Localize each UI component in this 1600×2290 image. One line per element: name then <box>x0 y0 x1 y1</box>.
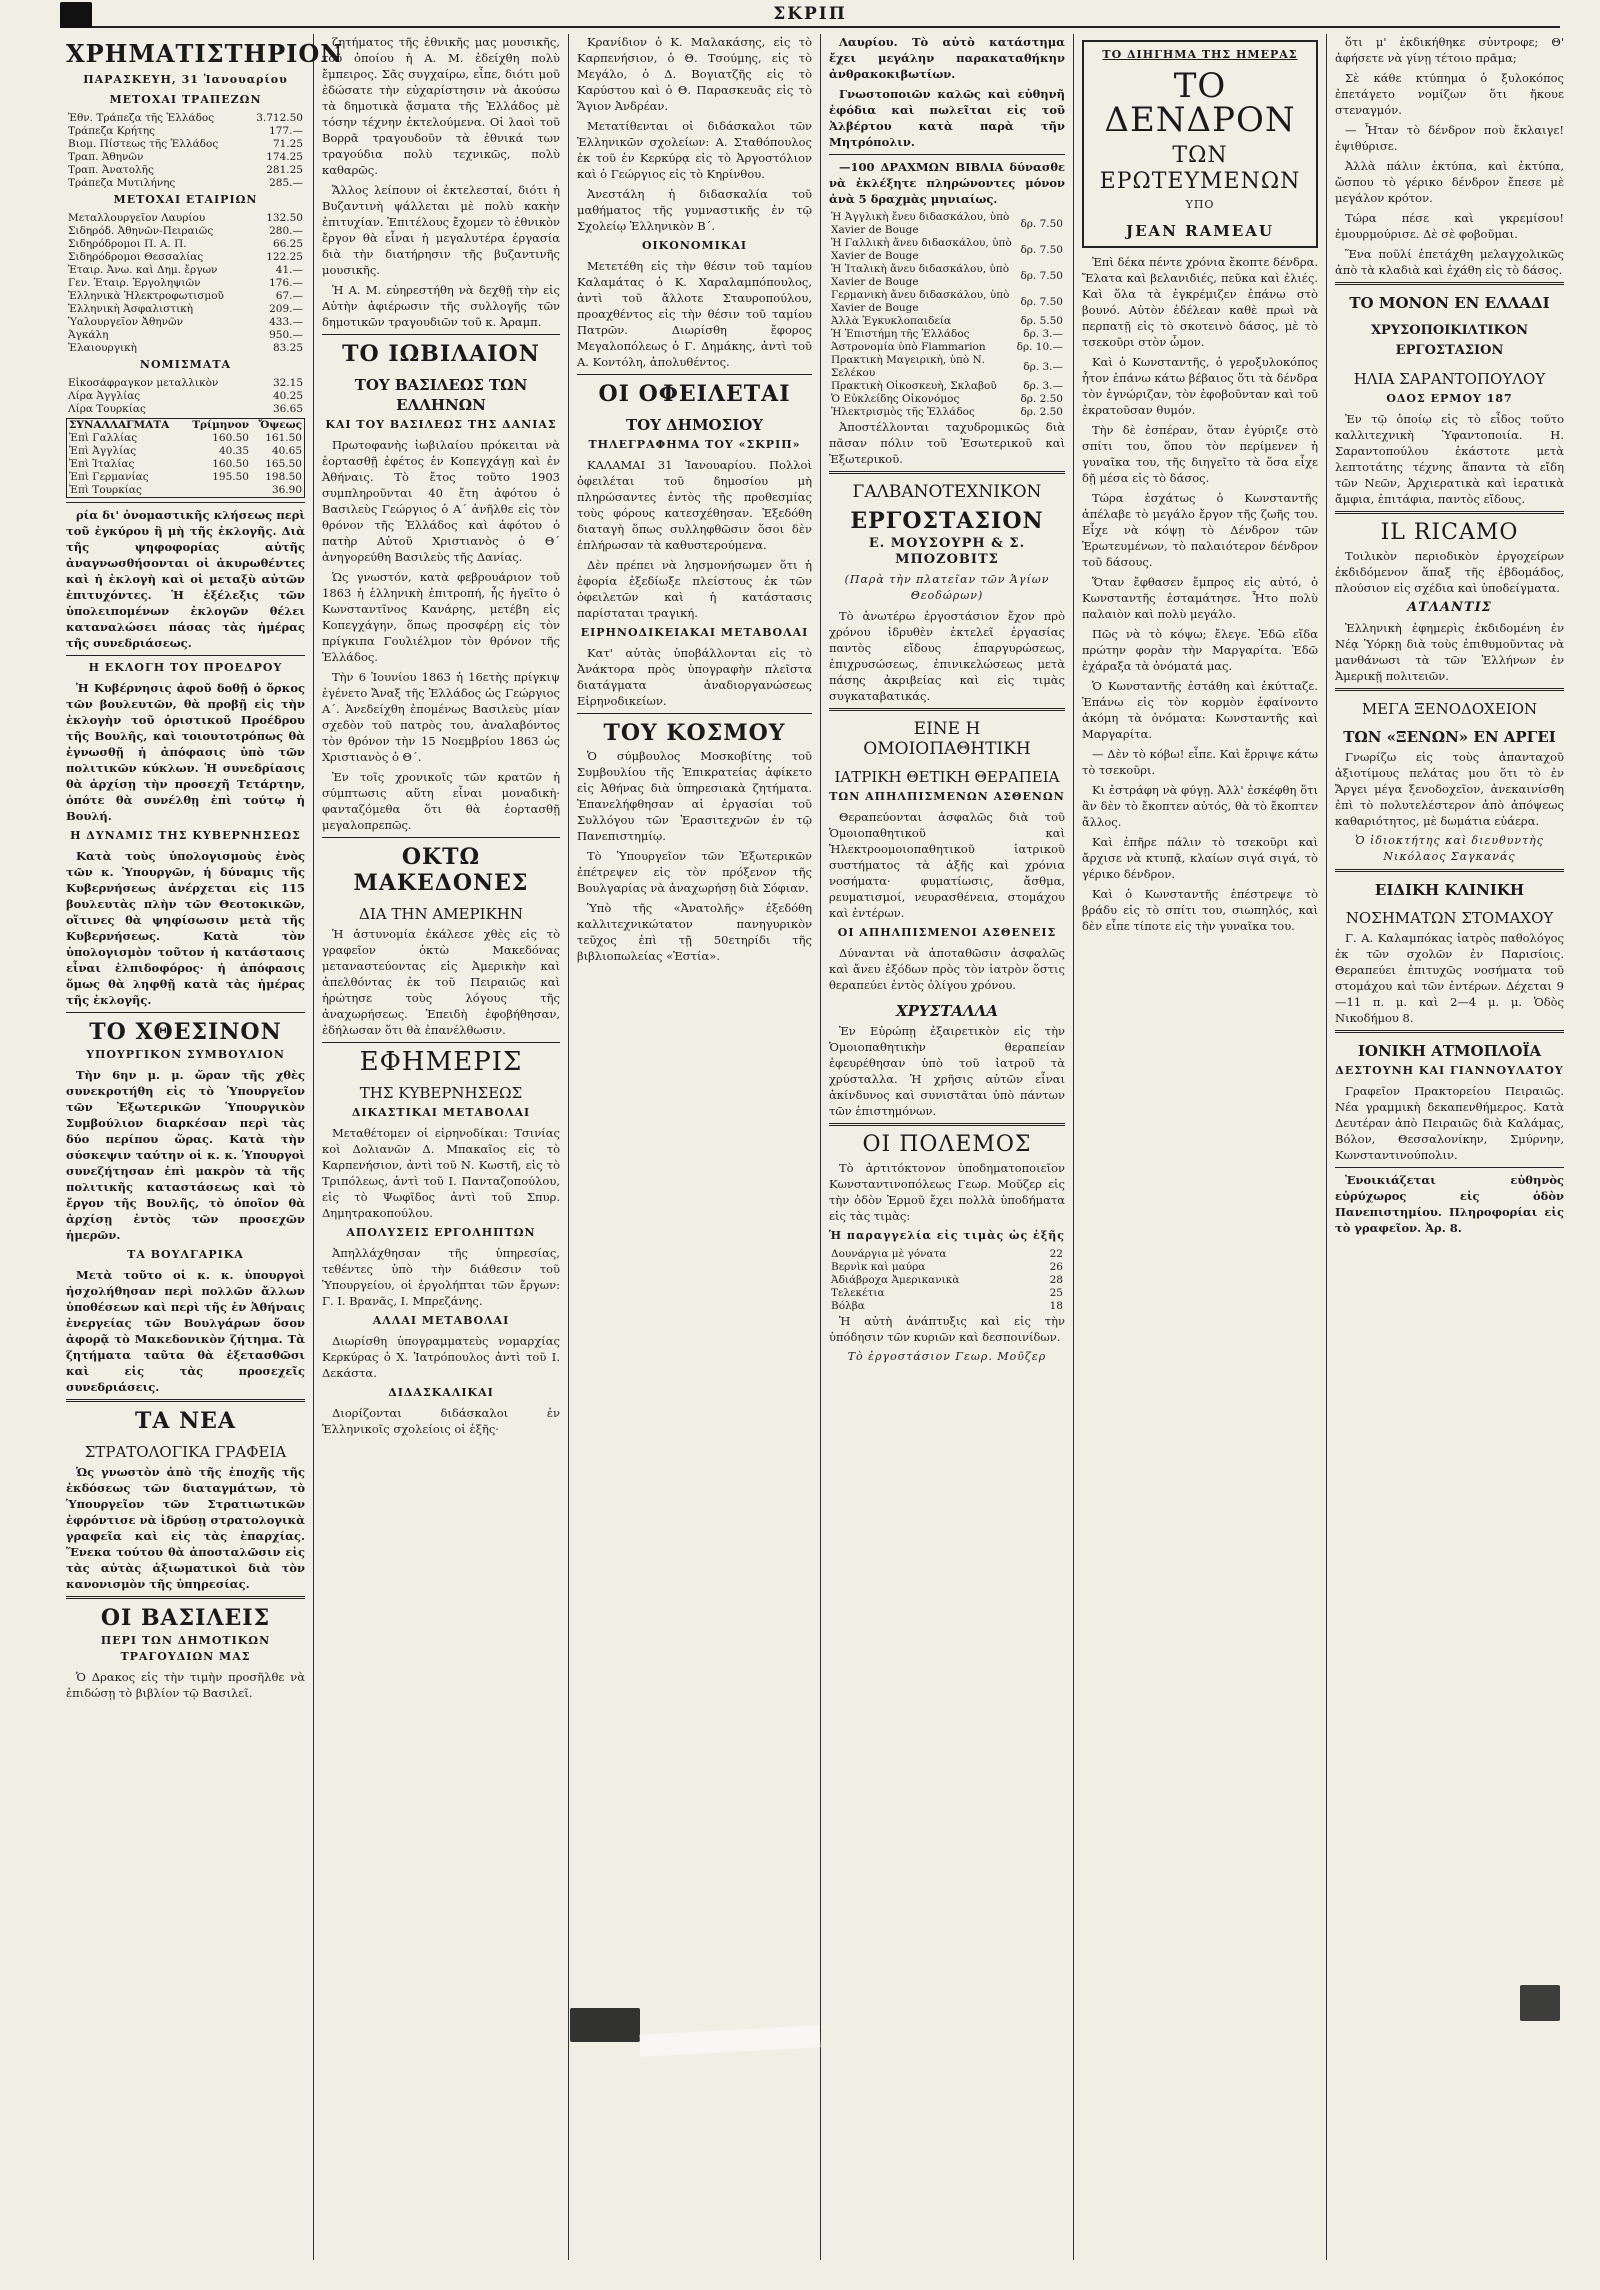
story-title-box <box>1082 40 1318 248</box>
divider <box>1335 1030 1564 1033</box>
table-row: Βόλβα 18 <box>831 1300 1063 1312</box>
article-text: Ὁ σύμβουλος Μοσκοβίτης τοῦ Συμβουλίου τῆς Ἐπικρατείας ἀφίκετο εἰς Ἀθήνας διὰ ὑπηρεσιακὰ ζητήματα. Ἐπανελήφθησαν αἱ ἐργασίαι τοῦ Συλλόγου τῶν Ἐρασιτεχνῶν ἐν τῷ Πανεπιστημίῳ. <box>577 749 812 843</box>
ad-subheadline: Ἡ παραγγελία εἰς τιμὰς ὡς ἑξῆς <box>829 1229 1065 1242</box>
article-text: Ἀλλὰ πάλιν ἐκτύπα, καὶ ἐκτύπα, ὥσπου τὸ γέρικο δένδρον ἔπεσε μὲ μεγάλον κρότον. <box>1335 159 1564 205</box>
article-headline: ΕΙΡΗΝΟΔΙΚΕΙΑΚΑΙ ΜΕΤΑΒΟΛΑΙ <box>580 626 809 639</box>
article-subheadline: ΥΠΟΥΡΓΙΚΟΝ ΣΥΜΒΟΥΛΙΟΝ <box>86 1048 285 1061</box>
article-headline: ΤΟ ΙΩΒΙΛΑΙΟΝ <box>342 341 540 367</box>
article-subheadline: ΚΑΙ ΤΟΥ ΒΑΣΙΛΕΩΣ ΤΗΣ ΔΑΝΙΑΣ <box>325 418 557 431</box>
divider <box>577 713 812 714</box>
article-text: Ἐπὶ δέκα πέντε χρόνια ἔκοπτε δένδρα. Ἔλατα καὶ βελανιδιές, πεῦκα καὶ ἐλιές. Καὶ ὅλα τὰ ἐγκρέμιζεν ἐπάνω στὸ βουνό. Αὐτὸν ἐδέλεαν καθὲ πρωὶ νὰ περπατῇ εἰς τὸ σκοτεινὸ δάσος, μὲ τὸ τσεκοῦρι στὸν ὦμον. <box>1082 255 1318 349</box>
article-text: Τώρα ἐσχάτως ὁ Κωνσταντῆς ἀπέλαβε τὸ μεγάλο ἔργον τῆς ζωῆς του. Εἶχε νὰ κόψῃ τὸ Δένδρον τῶν Ἐρωτευμένων, τὸ παλαιότερον δένδρον τοῦ δάσους. <box>1082 491 1318 569</box>
divider <box>66 1012 305 1013</box>
article-text: Διορίζονται διδάσκαλοι ἐν Ἑλληνικοῖς σχολείοις οἱ ἑξῆς· <box>322 1406 560 1436</box>
exchange-rates-box <box>66 418 305 498</box>
books-ad-intro: —100 ΔΡΑΧΜΩΝ ΒΙΒΛΙΑ δύνασθε νὰ ἐκλέξητε πληρώνοντες μόνον ἀνὰ 5 δραχμὰς μηνιαίως. <box>829 160 1065 206</box>
ad-headline: ΤΟ ΜΟΝΟΝ ΕΝ ΕΛΛΑΔΙ <box>1349 294 1550 312</box>
article-text: Ἡ Κυβέρνησις ἀφοῦ δοθῇ ὁ ὅρκος τῶν βουλευτῶν, θὰ προβῇ εἰς τὴν ἐκλογὴν τοῦ ὁριστικοῦ Προέδρου τῆς Βουλῆς, καὶ τοιουτοτρόπως θὰ ἐγνωσθῇ ἡ ἀπόφασις ὑπὸ τῶν πολιτικῶν κύκλων. Ἡ συνεδρίασις θὰ ἀρχίσῃ τὴν προσεχῆ Τετάρτην, ὁπότε θὰ συνέλθῃ ἐπὶ τούτῳ ἡ Βουλή. <box>66 681 305 823</box>
article-text: Σὲ κάθε κτύπημα ὁ ξυλοκόπος ἐπετάγετο νομίζων ὅτι ἤκουε στεναγμόν. <box>1335 71 1564 117</box>
masthead <box>60 4 1560 28</box>
ad-text: Λαυρίου. Τὸ αὐτὸ κατάστημα ἔχει μεγάλην παρακαταθήκην ἀνθρακοκιβωτίων. <box>829 35 1065 81</box>
article-headline: ΟΙ ΟΦΕΙΛΕΤΑΙ <box>598 381 791 407</box>
divider <box>322 837 560 838</box>
article-text: Καὶ ἐπῆρε πάλιν τὸ τσεκοῦρι καὶ ἄρχισε νὰ κτυπᾷ, κλαίων σιγά σιγά, τὸ γέρικο δένδρον. <box>1082 835 1318 881</box>
article-text: Ἕνα ποῦλί ἐπετάχθη μελαγχολικῶς ἀπὸ τὰ κλαδιὰ καὶ ἐχάθη εἰς τὸ δάσος. <box>1335 247 1564 277</box>
ad-text: Ἀποστέλλονται ταχυδρομικῶς διὰ πᾶσαν πόλιν τοῦ Ἐσωτερικοῦ καὶ Ἐξωτερικοῦ. <box>829 420 1065 466</box>
table-row: Βιομ. Πίστεως τῆς Ἑλλάδος 71.25 <box>68 138 303 150</box>
story-title: ΤΟ ΔΕΝΔΡΟΝ <box>1104 66 1296 140</box>
column-1 <box>58 34 344 2260</box>
table-row: Λίρα Ἀγγλίας 40.25 <box>68 390 303 402</box>
divider <box>322 334 560 335</box>
table-row: Ἑταιρ. Ἀνω. καὶ Δημ. ἔργων 41.— <box>68 264 303 276</box>
ad-signature: Τὸ ἐργοστάσιον Γεωρ. Μοῦζερ <box>847 1350 1047 1363</box>
story-author: JEAN RAMEAU <box>1126 222 1274 240</box>
article-text: Ἀπηλλάχθησαν τῆς ὑπηρεσίας, τεθέντες ὑπὸ τὴν διάθεσιν τοῦ Ὑπουργείου, οἱ ἐργολήπται τῶν ἔργων: Γ. Ι. Βρανᾶς, Ι. Μπρεζάνης. <box>322 1246 560 1308</box>
article-text: Τὸ Ὑπουργεῖον τῶν Ἐξωτερικῶν ἐπέτρεψεν εἰς τὸν πρόξενον τῆς Βουλγαρίας νὰ ἀναχωρήσῃ διὰ Σόφιαν. <box>577 849 812 895</box>
column-6 <box>1327 34 1572 2260</box>
article-headline: ΤΑ ΒΟΥΛΓΑΡΙΚΑ <box>127 1248 244 1261</box>
article-headline: ΟΙ ΒΑΣΙΛΕΙΣ <box>100 1605 271 1631</box>
stock-exchange-dateline: ΠΑΡΑΣΚΕΥΗ, 31 Ἰανουαρίου <box>83 73 288 86</box>
article-headline: ΟΚΤΩ ΜΑΚΕΔΟΝΕΣ <box>353 844 529 896</box>
stock-exchange-title: ΧΡΗΜΑΤΙΣΤΗΡΙΟΝ <box>66 39 344 68</box>
books-table <box>829 211 1065 419</box>
divider <box>1335 282 1564 285</box>
ad-text: Ἐν τῷ ὁποίῳ εἰς τὸ εἶδος τοῦτο καλλιτεχνικὴ Ὑφαντοποιία. Η. Σαραντοπούλου ἑκάστοτε μετὰ λεπτοτάτης τέχνης ἅπαντα τὰ εἴδη τῶν Νεῶν, Ἀρχιερατικὰ καὶ ἱερατικὰ ἄμφια, ἐπιτάφια, παντὸς εἴδους. <box>1335 412 1564 506</box>
column-2 <box>314 34 569 2260</box>
article-subheadline: ΤΟΥ ΔΗΜΟΣΙΟΥ <box>625 416 764 434</box>
table-row: Γερμανικὴ ἄνευ διδασκάλου, ὑπὸ Xavier de Bouge δρ. 7.50 <box>831 289 1063 314</box>
article-text: — Δὲν τὸ κόβω! εἶπε. Καὶ ἔρριψε κάτω τὸ τσεκοῦρι. <box>1082 747 1318 777</box>
table-row: Μεταλλουργεῖον Λαυρίου 132.50 <box>68 212 303 224</box>
table-row: Ἀστρονομία ὑπὸ Flammarion δρ. 10.— <box>831 341 1063 353</box>
article-text: ρία δι' ὀνομαστικῆς κλήσεως περὶ τοῦ ἐγκύρου ἢ μὴ τῆς ἐκλογῆς. Διὰ τῆς ψηφοφορίας αὐτῆς ἀναγνωσθήσονται οἱ ἀκυρωθέντες καὶ ἡ ἐκλογὴ καὶ οἱ μεταξὺ αὐτῶν ἐπιτυχόντες. Ἡ ἐξέλεξις τῶν ὑπολειπομένων ἐκλογῶν θέλει καταναλώσει πάσας τὰς ἡμέρας τῆς συνεδριάσεως. <box>66 508 305 650</box>
shoe-prices-table <box>829 1248 1065 1313</box>
table-row: Ἐπὶ Γαλλίας 160.50 161.50 <box>69 432 302 444</box>
ad-subheadline: ΤΩΝ «ΞΕΝΩΝ» ΕΝ ΑΡΓΕΙ <box>1343 728 1556 746</box>
article-subheadline: ΑΠΟΛΥΣΕΙΣ ΕΡΓΟΛΗΠΤΩΝ <box>346 1226 536 1239</box>
article-subheadline: ΠΕΡΙ ΤΩΝ ΔΗΜΟΤΙΚΩΝ ΤΡΑΓΟΥΔΙΩΝ ΜΑΣ <box>100 1634 271 1663</box>
masthead-title: ΣΚΡΙΠ <box>773 4 847 24</box>
table-row: Ἐπὶ Τουρκίας 36.90 <box>69 484 302 496</box>
divider <box>322 1042 560 1043</box>
article-text: Κρανίδιον ὁ Κ. Μαλακάσης, εἰς τὸ Καρπενήσιον, ὁ Θ. Τσούμης, εἰς τὸ Μεγάλο, ὁ Δ. Βογιατζῆς εἰς τὸ Καρύστου καὶ ὁ Θ. Παρασκευᾶς εἰς τὸ Ἅγιον Ἀνδρέαν. <box>577 35 812 113</box>
ad-name: ΗΛΙΑ ΣΑΡΑΝΤΟΠΟΥΛΟΥ <box>1353 370 1546 388</box>
article-subheadline: ΤΗΛΕΓΡΑΦΗΜΑ ΤΟΥ «ΣΚΡΙΠ» <box>588 438 801 451</box>
divider <box>1335 688 1564 691</box>
table-row: Ἑλληνικὰ Ἠλεκτροφωτισμοῦ 67.— <box>68 290 303 302</box>
table-row: Ἡ Ἀγγλικὴ ἔνευ διδασκάλου, ὑπὸ Xavier de Bouge δρ. 7.50 <box>831 211 1063 236</box>
table-row: Ἐλαιουργικὴ 83.25 <box>68 342 303 354</box>
table-row: Τράπεζα Μυτιλήνης 285.— <box>68 177 303 189</box>
ad-text: Ἐν Εὐρώπῃ ἐξαιρετικὸν εἰς τὴν Ὁμοιοπαθητικὴν θεραπείαν ἐφευρέθησαν ὑπὸ τοῦ ἰατροῦ τὰ χρύσταλλα. Ἡ χρῆσις αὐτῶν εἶναι ἀκίνδυνος καὶ συνιστᾶται ὑπὸ πάντων τῶν ἐπιστημόνων. <box>829 1024 1065 1118</box>
ad-subheadline: ΟΙ ΑΠΗΛΠΙΣΜΕΝΟΙ ΑΣΘΕΝΕΙΣ <box>837 926 1057 939</box>
divider <box>829 708 1065 711</box>
article-text: Πῶς νὰ τὸ κόψω; ἔλεγε. Ἐδῶ εἴδα πρώτην φορὰν τὴν Μαργαρίτα. Ἐδῶ ἐχάραξα τὰ ὀνόματά μας. <box>1082 627 1318 673</box>
divider <box>66 502 305 503</box>
article-subheadline: ΑΛΛΑΙ ΜΕΤΑΒΟΛΑΙ <box>372 1314 510 1327</box>
article-text: Διωρίσθη ὑπογραμματεὺς νομαρχίας Κερκύρας ὁ Χ. Ἰατρόπουλος ἀντὶ τοῦ Ι. Δεκάστα. <box>322 1334 560 1380</box>
ad-headline: ΙΟΝΙΚΗ ΑΤΜΟΠΛΟΪΑ <box>1357 1042 1542 1060</box>
ad-name: Ε. ΜΟΥΣΟΥΡΗ & Σ. ΜΠΟΖΟΒΙΤΣ <box>868 536 1026 567</box>
story-title-2: ΤΩΝ ΕΡΩΤΕΥΜΕΝΩΝ <box>1099 143 1301 194</box>
table-row: Πρακτικὴ Οἰκοσκευὴ, Σκλαβοῦ δρ. 3.— <box>831 380 1063 392</box>
ad-text: Γραφεῖον Πρακτορείου Πειραιῶς. Νέα γραμμικὴ δεκαπενθήμερος. Κατὰ Δευτέραν ἀπὸ Πειραιῶς διὰ Καλάμας, Βόλον, Θεσσαλονίκην, Σμύρνην, Κωνσταντινούπολιν. <box>1335 1084 1564 1162</box>
ad-text: Γνωστοποιῶν καλῶς καὶ εὐθηνῆ ἐφόδια καὶ πωλεῖται εἰς τοῦ Ἀλβέρτου κατὰ παρὰ τῆν Μητρόπολιν. <box>829 87 1065 149</box>
column-5 <box>1074 34 1327 2260</box>
table-row: Ἐθν. Τράπεζα τῆς Ἑλλάδος 3.712.50 <box>68 112 303 124</box>
article-headline: Η ΔΥΝΑΜΙΣ ΤΗΣ ΚΥΒΕΡΝΗΣΕΩΣ <box>70 829 301 842</box>
article-text: Ὡς γνωστὸν ἀπὸ τῆς ἐποχῆς τῆς ἐκδόσεως τῶν διαταγμάτων, τὸ Ὑπουργεῖον τῶν Στρατιωτικῶν ἐφρόντισε νὰ ἱδρύσῃ στρατολογικὰ γραφεῖα καὶ εἰς τὰς ἐπαρχίας. Ἕνεκα τούτου θὰ ἀποσταλῶσιν εἰς τὰς αὐτὰς ἀξιωματικοὶ διὰ τὸν κανονισμὸν τῆς ὑπηρεσίας. <box>66 1465 305 1591</box>
article-text: Ὁ Κωνσταντῆς ἐστάθη καὶ ἐκύτταζε. Ἐπάνω εἰς τὸν κορμὸν ἐφαίνοντο ἀκόμη τὰ ὀνόματα: Κωνσταντῆς καὶ Μαργαρίτα. <box>1082 679 1318 741</box>
ad-subheadline: ΧΡΥΣΟΠΟΙΚΙΛΤΙΚΟΝ ΕΡΓΟΣΤΑΣΙΟΝ <box>1370 323 1529 358</box>
article-text: Κατ' αὐτὰς ὑποβάλλονται εἰς τὸ Ἀνάκτορα πρὸς ὑπογραφὴν πλεῖστα διατάγματα ἀναδιοργανώσεως Εἰρηνοδικείων. <box>577 646 812 708</box>
column-3 <box>569 34 821 2260</box>
article-text: Ὡς γνωστόν, κατὰ φεβρουάριον τοῦ 1863 ἡ ἑλληνικὴ ἐπιτροπή, ἧς ἡγεῖτο ὁ Κωνσταντῖνος Κανάρης, μετέβη εἰς Κοπεγχάγην, ὅπως προσφέρῃ εἰς τὸν πρίγκιπα Γουλιέλμον τὸν θρόνον τῆς Ἑλλάδος. <box>322 570 560 664</box>
ad-headline: ΜΕΓΑ ΞΕΝΟΔΟΧΕΙΟΝ <box>1361 700 1538 718</box>
divider <box>829 1123 1065 1126</box>
ad-headline: ΕΙΔΙΚΗ ΚΛΙΝΙΚΗ <box>1374 881 1525 899</box>
ad-text: Τοιλικὸν περιοδικὸν ἐργοχείρων ἐκδιδόμενον ἅπαξ τῆς ἑβδομάδος, πλούσιον εἰς σχέδια καὶ ὑποδείγματα. <box>1335 549 1564 595</box>
table-row: Ἀδιάβροχα Ἀμερικανικὰ 28 <box>831 1274 1063 1286</box>
divider <box>1335 1167 1564 1168</box>
divider <box>1335 869 1564 872</box>
article-text: ὅτι μ' ἐκδικήθηκε σὐντροφε; Θ' ἀφήσετε νὰ γίνῃ τέτοιο πρᾶμα; <box>1335 35 1564 65</box>
article-text: Μετατίθενται οἱ διδάσκαλοι τῶν Ἑλληνικῶν σχολείων: Α. Σταθόπουλος ἐκ τοῦ ἐν Κερκύρᾳ εἰς τὸ Ἀργοστόλιον καὶ ὁ Γεώργιος εἰς τὸ Κηρίνθου. <box>577 119 812 181</box>
article-headline: ΤΑ ΝΕΑ <box>134 1408 237 1434</box>
divider <box>66 655 305 656</box>
article-text: Τὴν δὲ ἐσπέραν, ὅταν ἐγύριζε στὸ σπίτι του, ὅπου τὸν περίμενεν ἡ γυναῖκα του, τῆς διηγεῖτο τὰ ὅσα εἶχε δῇ μέσα εἰς τὸ δάσος. <box>1082 423 1318 485</box>
story-kicker: ΤΟ ΔΙΗΓΗΜΑ ΤΗΣ ΗΜΕΡΑΣ <box>1102 48 1298 61</box>
table-header-row: ΣΥΝΑΛΛΑΓΜΑΤΑ Τρίμηνον Ὄψεως <box>69 419 302 431</box>
divider <box>577 374 812 375</box>
article-headline: ΟΙΚΟΝΟΜΙΚΑΙ <box>641 239 748 252</box>
exchange-rates-table <box>67 419 304 497</box>
table-row: Σιδηρόδ. Ἀθηνῶν-Πειραιῶς 280.— <box>68 225 303 237</box>
table-row: Ἀλλὰ Ἐγκυκλοπαιδεία δρ. 5.50 <box>831 315 1063 327</box>
divider <box>66 1596 305 1599</box>
ad-headline: IL RICAMO <box>1380 520 1519 545</box>
article-text: Ἄλλος λείπουν οἱ ἐκτελεσταί, διότι ἡ Βυζαντινὴ ψάλλεται μὲ πολὺ κακὴν ἐπιτυχίαν. Ἐπιτέλους ἔχομεν τὸ ἐθνικὸν ἔργον θὰ εἶναι ἡ μεγαλυτέρα ἐργασία διὰ τὴν διατήρησιν τῆς βυζαντινῆς μουσικῆς. <box>322 183 560 277</box>
article-text: Ὁ Δρακος εἰς τὴν τιμὴν προσῆλθε νὰ ἐπιδώσῃ τὸ βιβλίον τῷ Βασιλεῖ. <box>66 1670 305 1700</box>
article-text: Ἡ Α. Μ. εὐηρεστήθη νὰ δεχθῇ τὴν εἰς Αὐτὴν ἀφιέρωσιν τῆς συλλογῆς τῶν δημοτικῶν τραγουδιῶν τοῦ κ. Ἀραμπ. <box>322 283 560 329</box>
divider <box>1335 511 1564 514</box>
table-row: Ἡ Ἰταλικὴ ἄνευ διδασκάλου, ὑπὸ Xavier de Bouge δρ. 7.50 <box>831 263 1063 288</box>
ad-text: Θεραπεύονται ἀσφαλῶς διὰ τοῦ Ὁμοιοπαθητικοῦ καὶ Ἠλεκτροομοιοπαθητικοῦ ἰατρικοῦ συστήματος τὰ ἀξῆς καὶ χρόνια νοσήματα· φυματίωσις, ἄσθμα, ρευματισμοί, νευρασθένεια, στομάχου καὶ ἐντέρων. <box>829 810 1065 920</box>
article-text: ζητήματος τῆς ἐθνικῆς μας μουσικῆς, τοῦ ὁποίου ἡ Α. Μ. ἐδείχθη πολὺ ἔμπειρος. Σᾶς συγχαίρω, εἶπε, διότι μοῦ ἐδώσατε τὴν εὐχαρίστησιν νὰ ἀκούσω τὰ δημοτικὰ ᾄσματα τῆς Ἑλλάδος μὲ τόσην τέχνην ἐκτελούμενα. Οἱ λαοὶ τοῦ Βορρᾶ τραγουδοῦν τὰ ἐθνικά των τραγούδια πολὺ τεχνικῶς, πολὺ καθαρῶς. <box>322 35 560 177</box>
ad-text: Γ. Α. Καλαμπόκας ἰατρὸς παθολόγος ἐκ τῶν σχολῶν ἐν Παρισίοις. Θεραπεύει ἐπιτυχῶς νοσήματα τοῦ στομάχου καὶ τῶν ἐντέρων. Δέχεται 9—11 π. μ. καὶ 2—4 μ. μ. Ὁδὸς Νικοδήμου 8. <box>1335 931 1564 1025</box>
article-text: Μεταθέτομεν οἱ εἰρηνοδίκαι: Τσινίας κοὶ Δολιανῶν Δ. Μπακαῖος εἰς τὸ Καρπενήσιον, ἀντὶ τοῦ Ν. Κωστῆ, εἰς τὸ Τριπόλεως, ἀντὶ τοῦ Ι. Πανταζοπούλου, εἰς τὸ Ψωφῖδος ἀντὶ τοῦ Σπυρ. Δημητρακοπούλου. <box>322 1126 560 1220</box>
article-headline: ΤΟ ΧΘΕΣΙΝΟΝ <box>89 1019 282 1045</box>
companies-header: ΜΕΤΟΧΑΙ ΕΤΑΙΡΙΩΝ <box>113 193 258 206</box>
ad-address: ΟΔΟΣ ΕΡΜΟΥ 187 <box>1386 392 1513 405</box>
ink-blot <box>570 2008 640 2042</box>
table-row: Ὑαλουργεῖον Ἀθηνῶν 433.— <box>68 316 303 328</box>
article-text: Κατὰ τοὺς ὑπολογισμοὺς ἐνὸς τῶν κ. Ὑπουργῶν, ἡ δύναμις τῆς Κυβερνήσεως ἀνέρχεται εἰς 115 βουλευτὰς πλὴν τῶν Θεοτοκικῶν, οἵτινες θὰ ψηφίσωσιν μετὰ τῆς Κυβερνήσεως. Κατὰ τὸν ὑπολογισμὸν τοῦτον ἡ κατάστασις εἶναι ἐλπιδοφόρος· ἡ ἀπόφασις ὅμως θὰ ληφθῇ κατὰ τὰς ἡμέρας τῆς ἐκλογῆς. <box>66 849 305 1007</box>
article-subheadline: ΔΙΚΑΣΤΙΚΑΙ ΜΕΤΑΒΟΛΑΙ <box>351 1106 531 1119</box>
ad-headline: ΑΤΛΑΝΤΙΣ <box>1407 600 1492 615</box>
table-row: Λίρα Τουρκίας 36.65 <box>68 403 303 415</box>
divider <box>66 1399 305 1402</box>
article-text: Τὴν 6 Ἰουνίου 1863 ἡ 16ετὴς πρίγκιψ ἐγένετο Ἄναξ τῆς Ἑλλάδος ὡς Γεώργιος Α΄. Ἀνεδείχθη ἐπομένως Βασιλεὺς μίαν σχεδὸν τοῦ πατρὸς του, ἀναλαβόντος τὸν θρόνον τὴν 15 Νοεμβρίου 1863 ὡς Χριστιανὸς ὁ Θ΄. <box>322 670 560 764</box>
article-text: Ἀνεστάλη ἡ διδασκαλία τοῦ μαθήματος τῆς γυμναστικῆς ἐν τῷ Σχολείῳ Ἑλληνικὸν Β΄. <box>577 187 812 233</box>
article-subheadline: ΤΟΥ ΒΑΣΙΛΕΩΣ ΤΩΝ ΕΛΛΗΝΩΝ <box>354 376 528 414</box>
article-text: Ὑπὸ τῆς «Ἀνατολῆς» ἐξεδόθη καλλιτεχνικώτατον πανηγυρικὸν τεῦχος ἐπὶ τῇ 50ετηρίδι τῆς βιβλιοπωλείας «Ἑστία». <box>577 901 812 963</box>
table-row: Ἐπὶ Γερμανίας 195.50 198.50 <box>69 471 302 483</box>
divider <box>829 154 1065 155</box>
ink-blot <box>60 2 92 28</box>
ad-text: Τὸ ἀρτιτόκτονον ὑποδηματοποιεῖον Κωνσταντινοπόλεως Γεωρ. Μοῦζερ εἰς τὴν ὁδὸν Ἑρμοῦ ἔχει πολλὰ ὑποδήματα εἰς τὰς τιμὰς: <box>829 1161 1065 1223</box>
ad-subheadline: ΤΩΝ ΑΠΗΛΠΙΣΜΕΝΩΝ ΑΣΘΕΝΩΝ <box>829 790 1065 803</box>
article-text: Καὶ ὁ Κωνσταντῆς ἐπέστρεψε τὸ βράδυ εἰς τὸ σπίτι του, σιωπηλός, καὶ δὲν εἶπε τίποτε εἰς τὴν γυναῖκα του. <box>1082 887 1318 933</box>
table-row: Ἡ Ἐπιστήμη τῆς Ἑλλάδος δρ. 3.— <box>831 328 1063 340</box>
ad-signature: Ὁ ἰδιοκτήτης καὶ διευθυντὴς Νικόλαος Σαγκανάς <box>1355 834 1544 863</box>
table-row: Ὁ Εὐκλείδης Οἰκονόμος δρ. 2.50 <box>831 393 1063 405</box>
article-headline: Η ΕΚΛΟΓΗ ΤΟΥ ΠΡΟΕΔΡΟΥ <box>88 661 283 674</box>
table-row: Τράπεζα Κρήτης 177.— <box>68 125 303 137</box>
ad-text: Τὸ ἀνωτέρω ἐργοστάσιον ἔχον πρὸ χρόνου ἱδρυθὲν ἐκτελεῖ ἐργασίας παντὸς εἴδους ἐπαργυρώσεως, ἐπιχρυσώσεως, ἐπινικελώσεως μετὰ πάσης ἀκριβείας καὶ εἰς τιμὰς συγκαταβατικάς. <box>829 609 1065 703</box>
ad-text: Ἡ αὐτὴ ἀνάπτυξις καὶ εἰς τὴν ὑπόδησιν τῶν κυριῶν καὶ δεσποινίδων. <box>829 1314 1065 1344</box>
table-row: Πρακτικὴ Μαγειρικὴ, ὑπὸ Ν. Σελέκου δρ. 3.— <box>831 354 1063 379</box>
table-row: Ἐπὶ Ἀγγλίας 40.35 40.65 <box>69 445 302 457</box>
article-text: Μετὰ τοῦτο οἱ κ. κ. ὑπουργοὶ ἠσχολήθησαν περὶ πολλῶν ἄλλων ὑποθέσεων καὶ περὶ τῆς ἐν Ἀθήναις ἐνεργείας τῶν Βουλγάρων ὅσον ἀφορᾷ τὸ Μακεδονικὸν ζήτημα. Τὰ ζητήματα ταῦτα θὰ ἐξετασθῶσι καὶ εἰς τὰς προσεχεῖς συνεδριάσεις. <box>66 1268 305 1394</box>
article-text: Δὲν πρέπει νὰ λησμονήσωμεν ὅτι ἡ ἐφορία ἐξεδίωξε πλείστους ἐκ τῶν ὀφειλετῶν καὶ ἡ κατάστασις παρίσταται τραγική. <box>577 558 812 620</box>
article-text: Κι ἐστράφη νὰ φύγῃ. Ἀλλ' ἐσκέφθη ὅτι ἂν δὲν τὸ ἔκοπτεν αὐτός, θὰ τὸ ἔκοπτεν ἄλλος. <box>1082 783 1318 829</box>
coins-header: ΝΟΜΙΣΜΑΤΑ <box>139 358 232 371</box>
table-row: Τελεκέτια 25 <box>831 1287 1063 1299</box>
ad-text: Γνωρίζω εἰς τοὺς ἀπανταχοῦ ἀξιοτίμους πελάτας μου ὅτι τὸ ἐν Ἄργει μέγα ξενοδοχεῖον, ἀνεκαινίσθη ἐπὶ τὸ πολυτελέστερον ἀπὸ ἀπόψεως καθαριότητος, μὲ δωμάτια εὐάερα. <box>1335 750 1564 828</box>
article-text: Ἐν τοῖς χρονικοῖς τῶν κρατῶν ἡ σύμπτωσις αὕτη εἶναι μοναδικὴ· φανταζόμεθα ὅτι θὰ ἑορτασθῇ μεγαλοπρεπῶς. <box>322 770 560 832</box>
companies-table <box>66 212 305 355</box>
ad-headline: ΓΑΛΒΑΝΟΤΕΧΝΙΚΟΝ <box>852 482 1042 502</box>
table-row: Ἑλληνικὴ Ἀσφαλιστικὴ 209.— <box>68 303 303 315</box>
article-subheadline: ΣΤΡΑΤΟΛΟΓΙΚΑ ΓΡΑΦΕΙΑ <box>84 1443 287 1461</box>
article-subheadline: ΔΙΔΑΣΚΑΛΙΚΑΙ <box>388 1386 494 1399</box>
article-headline: ΕΦΗΜΕΡΙΣ <box>359 1047 523 1077</box>
ad-headline: ΕΡΓΟΣΤΑΣΙΟΝ <box>850 508 1044 534</box>
table-row: Τραπ. Ἀθηνῶν 174.25 <box>68 151 303 163</box>
table-row: Εἰκοσάφραγκον μεταλλικὸν 32.15 <box>68 377 303 389</box>
coins-table <box>66 377 305 416</box>
table-row: Σιδηρόδρομοι Θεσσαλίας 122.25 <box>68 251 303 263</box>
ad-subheadline: ΙΑΤΡΙΚΗ ΘΕΤΙΚΗ ΘΕΡΑΠΕΙΑ <box>834 768 1060 786</box>
table-row: Ἠλεκτρισμὸς τῆς Ἑλλάδος δρ. 2.50 <box>831 406 1063 418</box>
ad-text: Δύνανται νὰ ἀποταθῶσιν ἀσφαλῶς καὶ ἄνευ ἐξόδων πρὸς τὸν ἰατρὸν ὅστις θεραπεύει ἐντὸς ὀλίγου χρόνου. <box>829 946 1065 992</box>
ad-headline: ΟΙ ΠΟΛΕΜΟΣ <box>862 1132 1032 1157</box>
article-subheadline: ΤΗΣ ΚΥΒΕΡΝΗΣΕΩΣ <box>359 1084 523 1102</box>
table-row: Βερνὶκ καὶ μαύρα 26 <box>831 1261 1063 1273</box>
table-row: Τραπ. Ἀνατολῆς 281.25 <box>68 164 303 176</box>
table-row: Σιδηρόδρομοι Π. Α. Π. 66.25 <box>68 238 303 250</box>
column-4 <box>821 34 1074 2260</box>
article-text: Ὅταν ἔφθασεν ἔμπρος εἰς αὐτό, ὁ Κωνσταντῆς ἐσταμάτησε. Ἦτο πολὺ παλαιὸν καὶ πολὺ μεγάλο. <box>1082 575 1318 621</box>
article-text: Τὴν 6ην μ. μ. ὥραν τῆς χθὲς συνεκροτήθη εἰς τὸ Ὑπουργεῖον τῶν Ἐξωτερικῶν Ὑπουργικὸν Συμβούλιον διαρκέσαν περὶ τὰς δύο περίπου ὥρας. Κατὰ τὴν σύσκεψιν ταύτην οἱ κ. κ. Ὑπουργοὶ συνεζήτησαν ἐπὶ μακρὸν τὰ τῆς πολιτικῆς καταστάσεως καὶ τὸ ἔργον τῆς Βουλῆς, τὸ ὁποῖον θὰ ἀρχίσῃ ἐντὸς τῶν προσεχῶν ἡμερῶν. <box>66 1068 305 1242</box>
article-text: — Ἦταν τὸ δένδρον ποὺ ἔκλαιγε! ἐψιθύρισε. <box>1335 123 1564 153</box>
table-row: Ἀγκάλη 950.— <box>68 329 303 341</box>
ink-blot <box>1520 1985 1560 2021</box>
table-row: Γεν. Ἑταιρ. Ἐργοληψιῶν 176.— <box>68 277 303 289</box>
table-row: Ἡ Γαλλικὴ ἄνευ διδασκάλου, ὑπὸ Xavier de Bouge δρ. 7.50 <box>831 237 1063 262</box>
article-text: Καὶ ὁ Κωνσταντῆς, ὁ γεροξυλοκόπος ἦτον ἐπάνω κάτω βέβαιος ὅτι τὰ δένδρα τὸν ἐγνώριζαν, τὸν ἐφοβοῦνταν καὶ τοῦ ἐκρατοῦσαν θυμόν. <box>1082 355 1318 417</box>
banks-table <box>66 112 305 190</box>
article-text: Τώρα πέσε καὶ γκρεμίσου! ἐμουρμούρισε. Δὲ σὲ φοβοῦμαι. <box>1335 211 1564 241</box>
story-byline-label: ΥΠΟ <box>1185 198 1215 211</box>
article-text: Πρωτοφανὴς ἰωβιλαίου πρόκειται νὰ ἑορτασθῇ ἐφέτος ἐν Κοπεγχάγῃ καὶ ἐν Ἀθήναις. Τὸ ἔτος τοῦτο 1903 συμπληροῦνται 40 ἔτη ἀφότου ὁ Βασιλεὺς Γεώργιος ὁ Α΄ ἀνῆλθε εἰς τὸν θρόνον τῆς Ἑλλάδος καὶ ἀφότου ὁ πατὴρ Αὐτοῦ Χριστιανὸς ὁ Θ΄ ἀνηγορεύθη Βασιλεὺς τῆς Δανίας. <box>322 438 560 564</box>
ad-text: Ἐνοικιάζεται εὐθηνὸς εὐρύχωρος εἰς ὁδὸν Πανεπιστημίου. Πληροφορίαι εἰς τὸ γραφεῖον. Ἀρ. 8. <box>1335 1173 1564 1235</box>
ad-address: (Παρὰ τὴν πλατεῖαν τῶν Ἁγίων Θεοδώρων) <box>844 573 1050 602</box>
article-headline: ΤΟΥ ΚΟΣΜΟΥ <box>603 720 786 746</box>
ad-headline: ΧΡΥΣΤΑΛΛΑ <box>896 1002 998 1020</box>
table-row: Ἐπὶ Ἰταλίας 160.50 165.50 <box>69 458 302 470</box>
ad-headline: ΕΙΝΕ Η ΟΜΟΙΟΠΑΘΗΤΙΚΗ <box>863 719 1031 759</box>
ad-text: Ἑλληνικὴ ἐφημερὶς ἐκδιδομένη ἐν Νέᾳ Ὑόρκῃ διὰ τοὺς ἐπιθυμοῦντας νὰ μανθάνωσι τὰ τῶν Ἑλλήνων ἐν Ἀμερικῇ πολιτειῶν. <box>1335 621 1564 683</box>
article-text: ΚΑΛΑΜΑΙ 31 Ἰανουαρίου. Πολλοὶ ὀφειλέται τοῦ δημοσίου μὴ πληρώσαντες ἐντὸς τῆς προθεσμίας τοὺς φόρους κατεσχέθησαν. Ἐξεδόθη διαταγὴ ὅπως συλληφθῶσιν ὅσοι δὲν ἐπλήρωσαν τὰ καθυστερούμενα. <box>577 458 812 552</box>
table-row: Δουνάργια μὲ γόνατα 22 <box>831 1248 1063 1260</box>
ad-subheadline: ΔΕΣΤΟΥΝΗ ΚΑΙ ΓΙΑΝΝΟΥΛΑΤΟΥ <box>1335 1064 1564 1077</box>
divider <box>829 471 1065 474</box>
article-subheadline: ΔΙΑ ΤΗΝ ΑΜΕΡΙΚΗΝ <box>359 905 523 923</box>
banks-header: ΜΕΤΟΧΑΙ ΤΡΑΠΕΖΩΝ <box>109 93 262 106</box>
article-text: Ἡ ἀστυνομία ἐκάλεσε χθὲς εἰς τὸ γραφεῖον ὀκτὼ Μακεδόνας μεταναστεύοντας εἰς Ἀμερικὴν καὶ ἀπελθόντας ἐκ τοῦ Πειραιῶς καὶ ἠρώτησε τοὺς λόγους τῆς ἀναχωρήσεως. Ἐπειδὴ ἐφοβήθησαν, ἐδήλωσαν ὅτι θὰ ἐπανέλθωσιν. <box>322 927 560 1037</box>
ad-subheadline: ΝΟΣΗΜΑΤΩΝ ΣΤΟΜΑΧΟΥ <box>1345 909 1554 927</box>
article-text: Μετετέθη εἰς τὴν θέσιν τοῦ ταμίου Καλαμάτας ὁ Κ. Χαραλαμπόπουλος, ἀντὶ τοῦ ἄλλοτε Σταυροπούλου, προαχθέντος εἰς τὴν θέσιν τοῦ ταμίου Πατρῶν. Διωρίσθη ἔφορος Μεγαλοπόλεως ὁ Γ. Δημάκης, ἀντὶ τοῦ Α. Κοντόλη, ἀπολυθέντος. <box>577 259 812 369</box>
